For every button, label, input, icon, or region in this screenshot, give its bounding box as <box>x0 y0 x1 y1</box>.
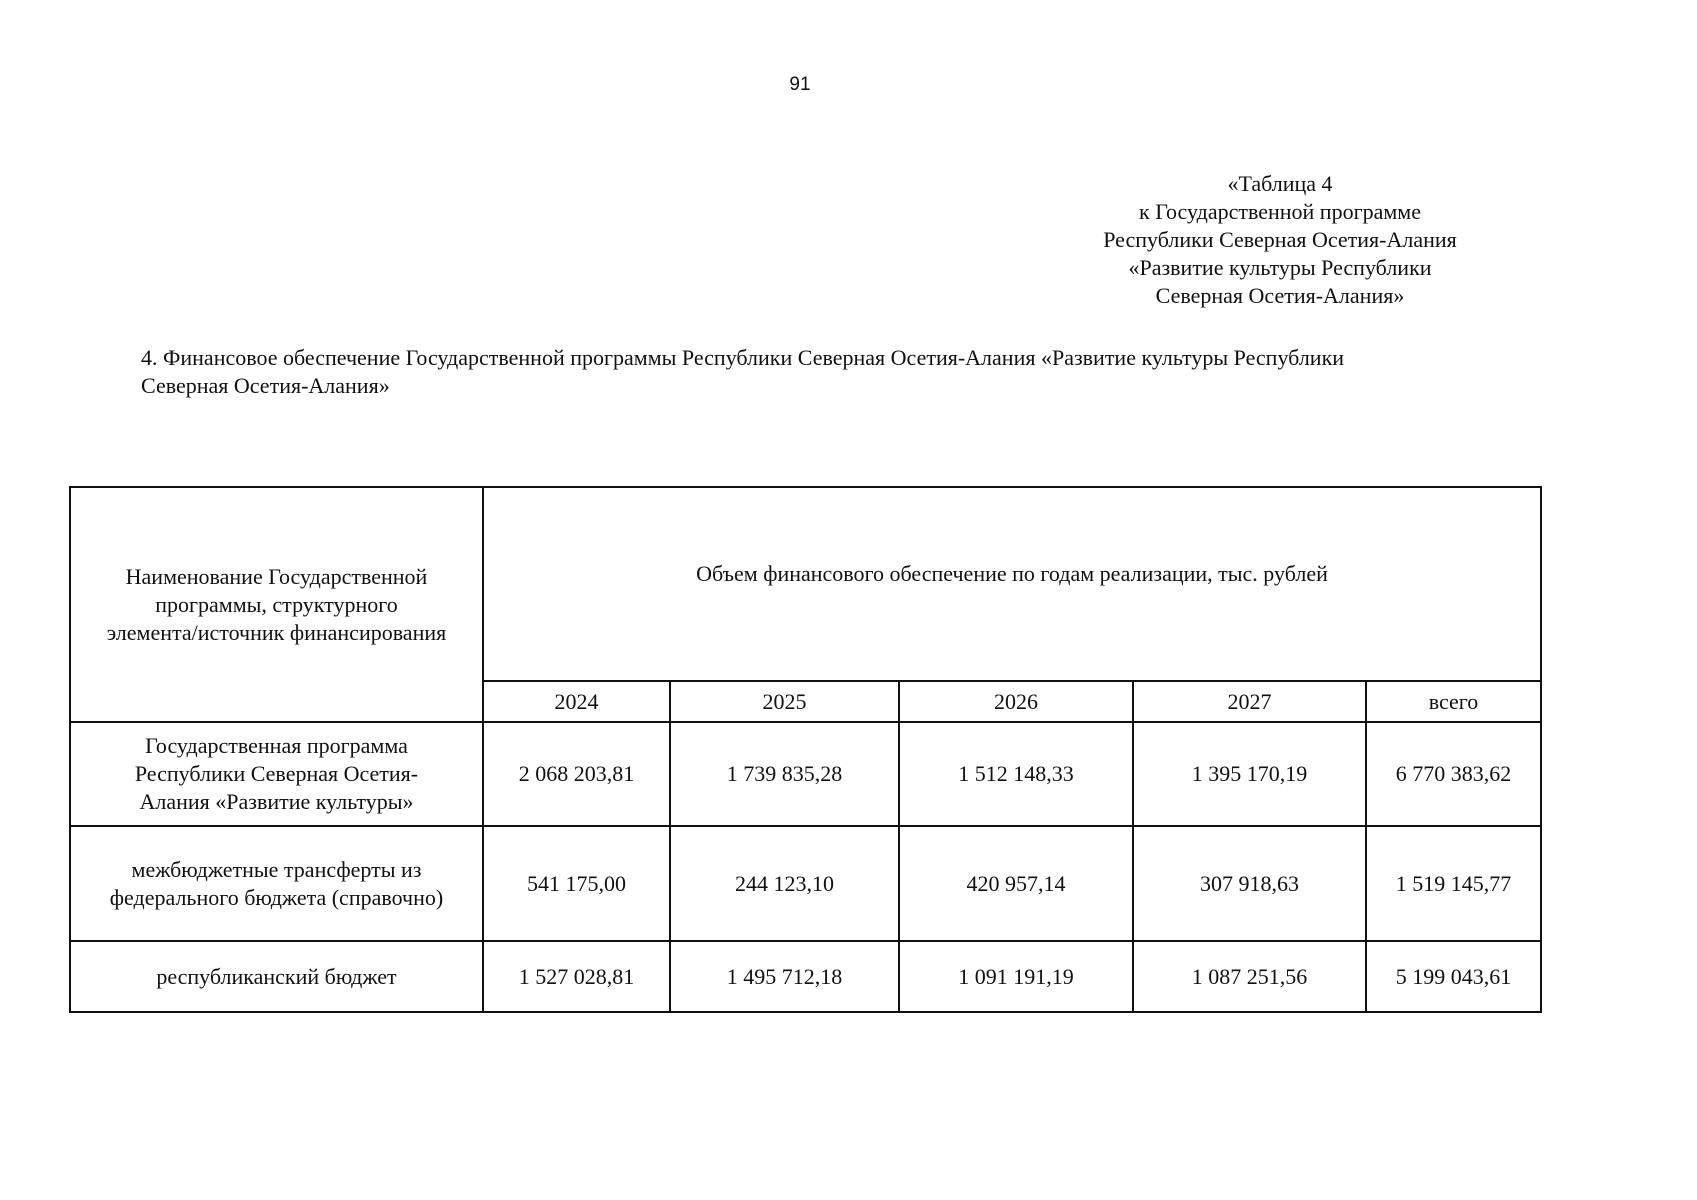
value-cell: 541 175,00 <box>483 826 670 941</box>
appendix-note-line: к Государственной программе <box>1139 199 1421 224</box>
volume-column-header <box>483 487 1541 681</box>
appendix-note-line: Северная Осетия-Алания» <box>1155 283 1405 308</box>
value-cell: 1 091 191,19 <box>899 941 1133 1012</box>
row-name-line: федерального бюджета (справочно) <box>109 884 444 910</box>
total-cell: 5 199 043,61 <box>1366 941 1541 1012</box>
value-cell: 1 512 148,33 <box>899 722 1133 826</box>
value-cell: 307 918,63 <box>1133 826 1366 941</box>
header-line: элемента/источник финансирования <box>106 619 447 645</box>
year-header-2026: 2026 <box>899 681 1133 722</box>
header-line: программы, структурного <box>155 591 398 617</box>
section-title-line: Северная Осетия-Алания» <box>141 373 390 398</box>
total-cell: 6 770 383,62 <box>1366 722 1541 826</box>
value-cell: 1 739 835,28 <box>670 722 899 826</box>
row-name-cell <box>70 941 483 1012</box>
section-title <box>141 344 1521 400</box>
row-name-line: межбюджетные трансферты из <box>131 856 422 882</box>
value-cell: 420 957,14 <box>899 826 1133 941</box>
row-name-cell <box>70 826 483 941</box>
table-row <box>70 826 1541 941</box>
value-cell: 1 527 028,81 <box>483 941 670 1012</box>
financing-table <box>69 486 1542 1013</box>
year-header-2025: 2025 <box>670 681 899 722</box>
value-cell: 244 123,10 <box>670 826 899 941</box>
value-cell: 2 068 203,81 <box>483 722 670 826</box>
appendix-note-line: Республики Северная Осетия-Алания <box>1103 227 1457 252</box>
appendix-note <box>1060 170 1500 310</box>
header-line: Наименование Государственной <box>125 563 428 589</box>
table-row <box>70 941 1541 1012</box>
table-header-row <box>70 487 1541 681</box>
section-title-line: 4. Финансовое обеспечение Государственной программы Республики Северная Осетия-Алания «Развитие культуры Республики <box>141 345 1345 370</box>
name-column-header <box>70 487 483 722</box>
row-name-cell <box>70 722 483 826</box>
appendix-note-line: «Таблица 4 <box>1227 171 1333 196</box>
row-name-line: Республики Северная Осетия- <box>134 761 419 786</box>
value-cell: 1 087 251,56 <box>1133 941 1366 1012</box>
table-row <box>70 722 1541 826</box>
row-name-line: Алания «Развитие культуры» <box>139 789 414 814</box>
value-cell: 1 395 170,19 <box>1133 722 1366 826</box>
year-header-2027: 2027 <box>1133 681 1366 722</box>
volume-header-text: Объем финансового обеспечение по годам реализации, тыс. рублей <box>696 561 1328 586</box>
value-cell: 1 495 712,18 <box>670 941 899 1012</box>
page-number: 91 <box>789 74 811 95</box>
year-header-2024: 2024 <box>483 681 670 722</box>
row-name-line: республиканский бюджет <box>156 963 397 989</box>
total-header: всего <box>1366 681 1541 722</box>
appendix-note-line: «Развитие культуры Республики <box>1128 255 1432 280</box>
row-name-line: Государственная программа <box>145 733 408 758</box>
total-cell: 1 519 145,77 <box>1366 826 1541 941</box>
